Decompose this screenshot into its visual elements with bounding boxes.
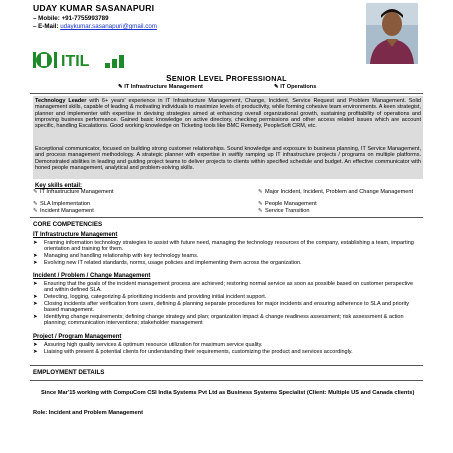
arrow-bullet-icon: ➤ [33, 253, 38, 259]
list-item: ➤ Liaising with present & potential clients for understanding their requirements, customizing the product and services accordingly. [33, 349, 353, 355]
skills-divider [30, 217, 423, 218]
skill-item: ✎ IT Infrastructure Management [33, 189, 114, 195]
pin-icon: ✎ [33, 201, 38, 207]
pin-icon: ✎ [274, 84, 281, 90]
skill-item: ✎ Service Transition [258, 208, 310, 214]
email-link[interactable]: udaykumar.sasanapuri@gmail.com [60, 23, 157, 30]
section-title-incident: Incident / Problem / Change Management [33, 273, 151, 279]
skill-item: ✎ Incident Management [33, 208, 94, 214]
profile-photo [366, 3, 418, 64]
skill-item: ✎ SLA Implementation [33, 201, 91, 207]
employment-line: Since Mar'15 working with CompuCom CSI India Systems Pvt Ltd as Business Systems Specialist (Client: Multiple US and Canada clients) [41, 390, 415, 396]
email-line [33, 23, 157, 30]
email-label: – E-Mail: [33, 23, 59, 30]
key-skills-heading: Key skills entail: [35, 183, 83, 189]
pin-icon: ✎ [258, 189, 263, 195]
core-competencies-heading: CORE COMPETENCIES [33, 221, 103, 228]
list-item: ➤ Assuring high quality services & optimum resource utilization for maximum service quality. [33, 342, 263, 348]
employment-divider [30, 380, 423, 381]
list-item: ➤ Ensuring that the goals of the incident management process are achieved; restoring normal service as soon as possible based on customer perspective and within defined SLA. [33, 281, 414, 294]
pin-icon: ✎ [258, 201, 263, 207]
employment-role: Role: Incident and Problem Management [33, 410, 143, 416]
list-item: ➤ Evolving new IT related standards, norms, usage policies and implementing them across the organization. [33, 260, 302, 266]
logo-text: ITIL [61, 53, 90, 70]
specialization-1: ✎ IT Infrastructure Management [118, 84, 203, 90]
section-title-it-infra: IT Infrastructure Management [33, 232, 118, 238]
core-divider [30, 365, 423, 366]
skill-item: ✎ People Management [258, 201, 317, 207]
pin-icon: ✎ [33, 208, 38, 214]
arrow-bullet-icon: ➤ [33, 260, 38, 266]
employment-heading: EMPLOYMENT DETAILS [33, 369, 105, 376]
title-divider [30, 93, 423, 94]
list-item: ➤ Detecting, logging, categorizing & prioritizing incidents and providing initial incident support. [33, 294, 267, 300]
arrow-bullet-icon: ➤ [33, 294, 38, 300]
pin-icon: ✎ [258, 208, 263, 214]
list-item: ➤ Managing and handling relationship with key technology teams. [33, 253, 199, 259]
arrow-bullet-icon: ➤ [33, 301, 38, 307]
list-item: ➤ Framing information technology strategies to assist with future need, managing the technology resources of the company, establishing a team, imparting orientation and training for them. [33, 240, 414, 253]
profile-title: SENIOR LEVEL PROFESSIONAL [166, 74, 287, 83]
itil-logo [33, 50, 131, 70]
candidate-name: UDAY KUMAR SASANAPURI [33, 3, 155, 13]
mobile-line [33, 15, 109, 22]
arrow-bullet-icon: ➤ [33, 281, 38, 287]
pin-icon: ✎ [33, 189, 38, 195]
skill-item: ✎ Major Incident, Incident, Problem and Change Management [258, 189, 414, 195]
summary-paragraph-2: Exceptional communicator, focused on building strong customer relationships. Sound knowledge and exposure to business planning, IT Service Management, and process management methodology. A strategic planner with expertise in swiftly ramping up IT infrastructure projects / programs on multiple platforms. Demonstrated abilities in leading and guiding project teams to deliver projects to clients within specified schedule and budget. An effective communicator with honed people management, analytical and problem-solving skills. [35, 146, 421, 171]
arrow-bullet-icon: ➤ [33, 314, 38, 320]
list-item: ➤ Closing incidents after verification from users, defining & planning separate procedures for major incidents and ensuring adherence to SLA and priority based management. [33, 301, 410, 314]
pin-icon: ✎ [118, 84, 125, 90]
mobile-value: +91-7755993789 [61, 15, 109, 22]
specialization-2: ✎ IT Operations [274, 84, 317, 90]
mobile-label: – Mobile: [33, 15, 60, 22]
arrow-bullet-icon: ➤ [33, 240, 38, 246]
summary-paragraph-1: Technology Leader with 6+ years' experience in IT Infrastructure Management, Change, Incident, Service Request and Problem Management. Solid management skills, capable of leading & motivating individuals to maximize levels of productivity, while forming cohesive team environments. A keen strategist, planner and implementer with expertise in devising strategies aimed at enhancing overall organizational growth, sustaining profitability of operations and improving business performance. Gained basic knowledge on active directory, checking permissions and other access related issues which are account specific, handling Escalations. Good working knowledge on Ticketing tools like BMC Remedy, PeopleSoft CRM, etc. [35, 98, 421, 130]
list-item: ➤ Identifying change requirements; defining change strategy and plan; organization impact & change readiness assessment; risk assessment & action planning; communication interventions; stakeholder management [33, 314, 404, 327]
section-title-project: Project / Program Management [33, 334, 122, 340]
arrow-bullet-icon: ➤ [33, 349, 38, 355]
arrow-bullet-icon: ➤ [33, 342, 38, 348]
